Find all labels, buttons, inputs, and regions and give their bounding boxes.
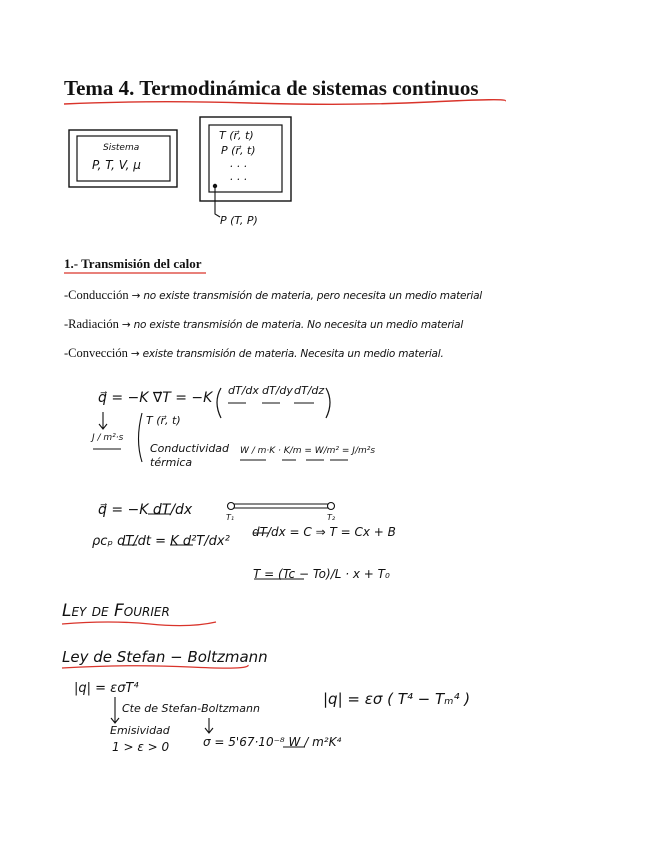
section-title: 1.- Transmisión del calor — [64, 256, 202, 271]
mode-label: -Convección — [64, 346, 128, 360]
page-title: Tema 4. Termodinámica de sistemas continuos — [64, 76, 479, 100]
stefan-constant-label: Cte de Stefan-Boltzmann — [122, 702, 260, 715]
bar-left-end — [228, 503, 235, 510]
linear-profile: T = (Tc − To)/L · x + T₀ — [253, 567, 390, 581]
mode-text: → no existe transmisión de materia, pero necesita un medio material — [131, 290, 483, 302]
point-label: P (T, P) — [220, 214, 258, 227]
emis-arrow — [111, 697, 119, 723]
bar-body — [234, 504, 328, 508]
grad-x: dT/dx — [228, 384, 259, 397]
fourier-1d: q⃗ = −K dT/dx — [98, 502, 193, 518]
conductivity-label: Conductividad térmica — [150, 442, 230, 469]
mode-label: -Radiación — [64, 317, 119, 331]
stefan-heading: Ley de Stefan − Boltzmann — [62, 648, 268, 666]
emissivity-range: 1 > ε > 0 — [112, 740, 170, 754]
ode-equation: dT/dx = C ⇒ T = Cx + B — [252, 525, 396, 539]
bar-t2: T₂ — [327, 513, 336, 522]
heat-equation: ρcₚ dT/dt = K d²T/dx² — [92, 534, 230, 549]
grad-y: dT/dy — [262, 384, 293, 397]
title-underline — [64, 100, 505, 105]
cte-arrow — [205, 718, 213, 733]
sigma-value: σ = 5'67·10⁻⁸ W / m²K⁴ — [203, 735, 342, 749]
fourier-underline — [62, 622, 216, 626]
bar-t1: T₁ — [226, 513, 235, 522]
tfield-bracket — [139, 413, 143, 462]
mode-text: → existe transmisión de materia. Necesita un medio material. — [130, 348, 444, 360]
paren-left — [217, 388, 221, 418]
q-down-arrow — [99, 412, 107, 429]
field-dots-1: . . . — [230, 157, 248, 170]
field-p: P (r⃗, t) — [221, 144, 256, 157]
system-label: Sistema — [103, 143, 140, 153]
field-dots-2: . . . — [230, 170, 248, 183]
grad-z: dT/dz — [294, 384, 325, 397]
stefan-equation: |q| = εσT⁴ — [74, 681, 139, 696]
q-units: J / m²·s — [92, 433, 124, 443]
paren-right — [326, 388, 330, 418]
mode-label: -Conducción — [64, 288, 129, 302]
mode-radiation — [64, 317, 463, 332]
bar-right-end — [328, 503, 335, 510]
emissivity-label: Emisividad — [110, 724, 170, 737]
fourier-equation: q⃗ = −K ∇⃗T = −K — [98, 390, 213, 406]
system-vars: P, T, V, μ — [92, 158, 141, 172]
tfield-label: T (r⃗, t) — [146, 414, 181, 427]
fourier-heading: Ley de Fourier — [62, 601, 170, 621]
field-t: T (r⃗, t) — [219, 129, 254, 142]
mode-text: → no existe transmisión de materia. No necesita un medio material — [121, 319, 464, 331]
point-marker — [213, 184, 217, 188]
stefan-equation-full: |q| = εσ ( T⁴ − Tₘ⁴ ) — [323, 690, 471, 708]
mode-conduction — [64, 288, 482, 303]
k-units: W / m·K · K/m = W/m² = J/m²s — [240, 446, 376, 456]
mode-convection — [64, 346, 444, 361]
